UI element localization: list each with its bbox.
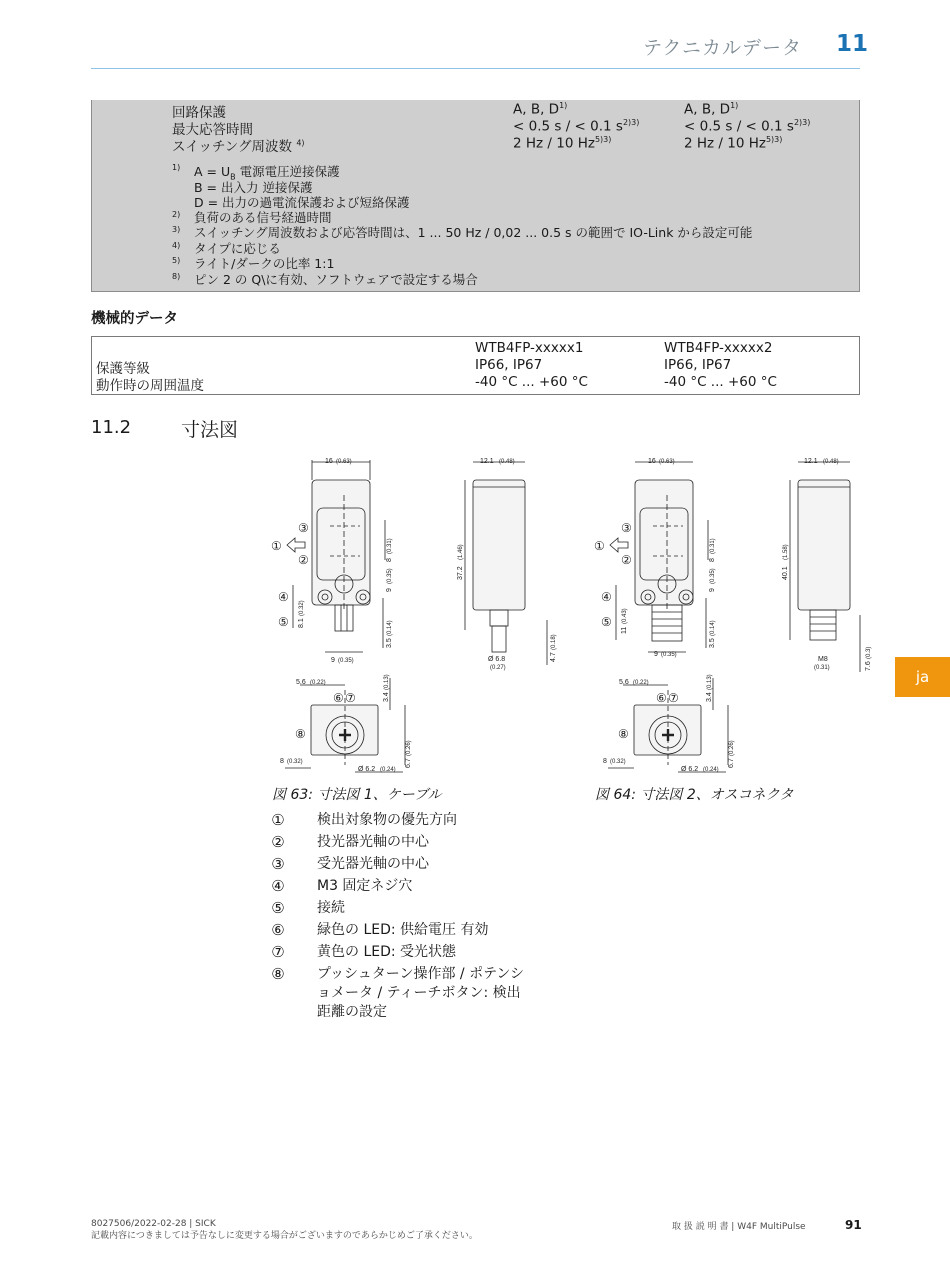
footnote-text: D = 出力の過電流保護および短絡保護 <box>194 195 410 210</box>
footnote-number: 8) <box>172 272 181 281</box>
dim-label: (0.48) <box>499 459 515 465</box>
marker-2: ② <box>298 553 309 567</box>
dim-label: Ø 6.2 <box>681 766 699 773</box>
marker-7: ⑦ <box>668 691 679 705</box>
dim-label: (0.32) <box>299 600 305 616</box>
legend-text: 黄色の LED: 受光状態 <box>317 944 457 960</box>
legend-text: 緑色の LED: 供給電圧 有効 <box>317 922 489 938</box>
dim-label: M8 <box>818 656 828 663</box>
dim-label: (0.13) <box>384 674 390 690</box>
column-header: WTB4FP-xxxxx1 <box>475 340 584 356</box>
dim-label: (0.26) <box>406 740 412 756</box>
header-rule <box>91 68 860 69</box>
dim-label: 7.6 <box>865 661 872 671</box>
marker-2: ② <box>621 553 632 567</box>
footnote-text: スイッチング周波数および応答時間は、1 ... 50 Hz / 0,02 ... 0.5 s の範囲で IO-Link から設定可能 <box>194 225 753 240</box>
dim-label: (0.32) <box>610 759 626 765</box>
legend-number: ① <box>271 811 285 829</box>
section-title: 寸法図 <box>181 419 239 441</box>
legend-number: ⑤ <box>271 899 285 917</box>
dim-label: 3.5 <box>709 638 716 648</box>
dim-label: (0.24) <box>380 767 396 773</box>
footer-notice: 記載内容につきましては予告なしに変更する場合がございますのであらかじめご了承ください。 <box>91 1231 478 1241</box>
dim-label: (1.58) <box>783 544 789 560</box>
marker-4: ④ <box>601 590 612 604</box>
cell-value: IP66, IP67 <box>475 357 543 373</box>
dim-label: 9 <box>654 651 658 658</box>
dim-label: 6.7 <box>405 758 412 768</box>
dim-label: (0.22) <box>633 680 649 686</box>
cell-value: -40 °C ... +60 °C <box>475 374 588 390</box>
legend-number: ② <box>271 833 285 851</box>
drawing-1-side <box>465 462 547 665</box>
dim-label: (0.18) <box>551 634 557 650</box>
dim-label: 8 <box>386 558 393 562</box>
marker-4: ④ <box>278 590 289 604</box>
spec-label: スイッチング周波数 $^{4)}$ <box>172 138 305 155</box>
marker-8: ⑧ <box>295 727 306 741</box>
dim-label: (1.46) <box>458 544 464 560</box>
dimension-drawings <box>265 450 872 780</box>
dim-label: (0.31) <box>814 665 830 671</box>
footnote-text: タイプに応じる <box>194 241 281 256</box>
dim-label: 12.1 <box>480 458 494 465</box>
spec-label: 回路保護 <box>172 105 226 121</box>
marker-5: ⑤ <box>601 615 612 629</box>
footnote-text: ライト/ダークの比率 1:1 <box>194 256 335 271</box>
spec-value: A, B, $D^{1)}$ <box>513 101 568 118</box>
dim-label: (0.63) <box>659 459 675 465</box>
section-number: 11.2 <box>91 417 132 438</box>
legend-text: 検出対象物の優先方向 <box>317 812 457 828</box>
footnote-text: $A = U_B$ 電源電圧逆接保護 <box>194 164 340 182</box>
footnote-number: 2) <box>172 210 181 219</box>
cell-value: IP66, IP67 <box>664 357 732 373</box>
dim-label: (0.26) <box>729 740 735 756</box>
footnote-number: 3) <box>172 225 181 234</box>
spec-value: < 0.5 s / < 0.1 $s^{2)3)}$ <box>513 118 640 135</box>
footnote-number: 1) <box>172 163 181 172</box>
dim-label: 16 <box>325 458 333 465</box>
chapter-number: 11 <box>836 31 869 57</box>
footnote-text: 負荷のある信号経過時間 <box>194 210 332 225</box>
dim-label: 5.6 <box>619 679 629 686</box>
cell-value: -40 °C ... +60 °C <box>664 374 777 390</box>
drawing-2-side <box>790 462 860 672</box>
marker-1: ① <box>271 539 282 553</box>
figure-64-caption: 図 64: 寸法図 2、オスコネクタ <box>595 787 794 803</box>
spec-value: 2 Hz / 10 $Hz^{5)3)}$ <box>513 135 612 152</box>
dim-label: (0.63) <box>336 459 352 465</box>
dim-label: 9 <box>386 588 393 592</box>
dim-label: (0.24) <box>703 767 719 773</box>
marker-8: ⑧ <box>618 727 629 741</box>
legend-number: ⑧ <box>271 965 285 983</box>
legend-number: ③ <box>271 855 285 873</box>
column-header: WTB4FP-xxxxx2 <box>664 340 773 356</box>
dim-label: 6.7 <box>728 758 735 768</box>
dim-label: 11 <box>621 626 628 634</box>
dim-label: 8 <box>280 758 284 765</box>
legend-text: プッシュターン操作部 / ポテンシ <box>317 966 525 982</box>
legend-text: M3 固定ネジ穴 <box>317 878 413 894</box>
spec-label: 最大応答時間 <box>172 122 253 138</box>
marker-3: ③ <box>621 521 632 535</box>
legend-text: 投光器光軸の中心 <box>317 834 429 850</box>
footer-info <box>91 1218 478 1242</box>
dim-label: 40.1 <box>782 566 789 580</box>
row-label: 動作時の周囲温度 <box>96 378 204 394</box>
dim-label: Ø 6.8 <box>488 656 506 663</box>
marker-7: ⑦ <box>345 691 356 705</box>
marker-6: ⑥ <box>656 691 667 705</box>
dim-label: 8.1 <box>298 618 305 628</box>
dim-label: 9 <box>331 657 335 664</box>
dim-label: Ø 6.2 <box>358 766 376 773</box>
dim-label: (0.22) <box>310 680 326 686</box>
mechanical-table <box>91 336 860 395</box>
dim-label: (0.31) <box>387 538 393 554</box>
legend-text: 受光器光軸の中心 <box>317 856 429 872</box>
dim-label: (0.43) <box>622 608 628 624</box>
marker-5: ⑤ <box>278 615 289 629</box>
marker-6: ⑥ <box>333 691 344 705</box>
footnote-number: 5) <box>172 256 181 265</box>
dim-label: (0.35) <box>710 568 716 584</box>
spec-value: A, B, $D^{1)}$ <box>684 101 739 118</box>
footnote-text: B = 出入力 逆接保護 <box>194 180 313 195</box>
marker-3: ③ <box>298 521 309 535</box>
dim-label: 8 <box>603 758 607 765</box>
legend-number: ⑥ <box>271 921 285 939</box>
page-number: 91 <box>845 1218 862 1232</box>
dim-label: (0.35) <box>387 568 393 584</box>
language-tab: ja <box>895 657 950 697</box>
figure-63-caption: 図 63: 寸法図 1、ケーブル <box>272 787 442 803</box>
dim-label: 12.1 <box>804 458 818 465</box>
dim-label: 16 <box>648 458 656 465</box>
dim-label: (0.31) <box>710 538 716 554</box>
dim-label: 9 <box>709 588 716 592</box>
dim-label: 4.7 <box>550 652 557 662</box>
spec-value: < 0.5 s / < 0.1 $s^{2)3)}$ <box>684 118 811 135</box>
dim-label: (0.13) <box>707 674 713 690</box>
dim-label: (0.27) <box>490 665 506 671</box>
legend-number: ⑦ <box>271 943 285 961</box>
dim-label: 3.4 <box>383 692 390 702</box>
footer-manual-title: 取 扱 説 明 書 | W4F MultiPulse <box>672 1222 806 1232</box>
dim-label: 5.6 <box>296 679 306 686</box>
marker-1: ① <box>594 539 605 553</box>
footnote-number: 4) <box>172 241 181 250</box>
legend-text: 距離の設定 <box>317 1004 387 1020</box>
legend-text: 接続 <box>317 900 345 916</box>
legend-number: ④ <box>271 877 285 895</box>
dim-label: (0.32) <box>287 759 303 765</box>
dim-label: 8 <box>709 558 716 562</box>
footnote-text: ピン 2 の Q\に有効、ソフトウェアで設定する場合 <box>194 272 478 287</box>
dim-label: 3.4 <box>706 692 713 702</box>
dim-label: 3.5 <box>386 638 393 648</box>
legend-text: ョメータ / ティーチボタン: 検出 <box>317 985 521 1001</box>
electrical-data-box <box>91 100 860 292</box>
dim-label: (0.3) <box>866 646 872 659</box>
dim-label: (0.35) <box>661 652 677 658</box>
dim-label: (0.35) <box>338 658 354 664</box>
header-title: テクニカルデータ <box>643 37 802 59</box>
footer-doc-id: 8027506/2022-02-28 | SICK <box>91 1219 216 1229</box>
dim-label: (0.14) <box>710 620 716 636</box>
mechanical-heading: 機械的データ <box>91 311 178 327</box>
dim-label: 37.2 <box>457 566 464 580</box>
row-label: 保護等級 <box>96 361 150 377</box>
dim-label: (0.48) <box>823 459 839 465</box>
spec-value: 2 Hz / 10 $Hz^{5)3)}$ <box>684 135 783 152</box>
dim-label: (0.14) <box>387 620 393 636</box>
